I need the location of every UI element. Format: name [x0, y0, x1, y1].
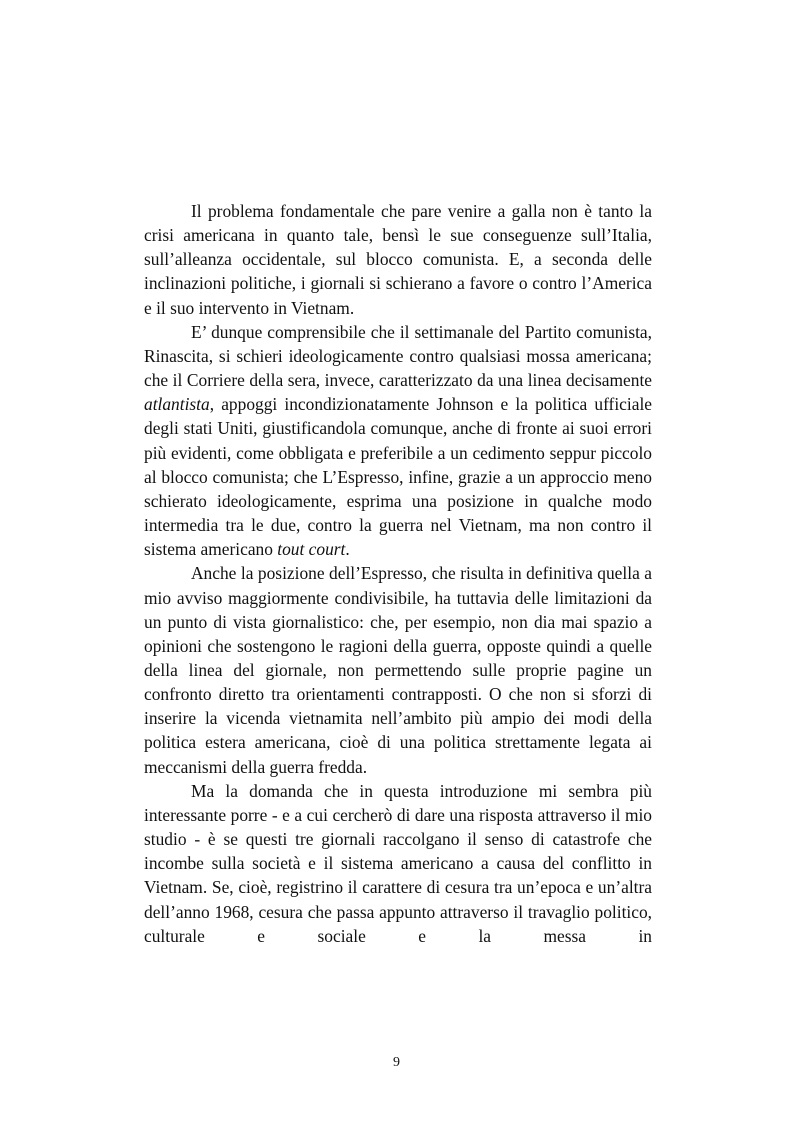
paragraph-2-text-a: E’ dunque comprensibile che il settimanale del Partito comunista, Rinascita, si schieri ideologicamente contro qualsiasi mossa americana; che il Corriere della sera, invece, caratterizzato da una linea decisamente	[144, 321, 652, 391]
paragraph-1-text: Il problema fondamentale che pare venire a galla non è tanto la crisi americana in quanto tale, bensì le sue conseguenze sull’Italia, sull’alleanza occidentale, sul blocco comunista. E, a seconda delle inclinazioni politiche, i giornali si schierano a favore o contro l’America e il suo intervento in Vietnam.	[144, 201, 652, 318]
paragraph-2-italic-atlantista: atlantista	[144, 394, 210, 415]
paragraph-4	[144, 779, 652, 948]
paragraph-2	[144, 320, 652, 562]
paragraph-1	[144, 199, 652, 320]
paragraph-4-text: Ma la domanda che in questa introduzione mi sembra più interessante porre - e a cui cercherò di dare una risposta attraverso il mio studio - è se questi tre giornali raccolgano il senso di catastrofe che incombe sulla società e il sistema americano a causa del conflitto in Vietnam. Se, cioè, registrino il carattere di cesura tra un’epoca e un’altra dell’anno 1968, cesura che passa appunto attraverso il travaglio politico, culturale e sociale e la messa in	[144, 780, 652, 946]
paragraph-2-text-b: , appoggi incondizionatamente Johnson e la politica ufficiale degli stati Uniti, giustificandola comunque, anche di fronte ai suoi errori più evidenti, come obbligata e preferibile a un cedimento seppur piccolo al blocco comunista; che L’Espresso, infine, grazie a un approccio meno schierato ideologicamente, esprima una posizione in qualche modo intermedia tra le due, contro la guerra nel Vietnam, ma non contro il sistema americano	[144, 394, 652, 560]
paragraph-2-text-c: .	[345, 539, 350, 560]
paragraph-3	[144, 561, 652, 778]
body-text	[144, 199, 652, 948]
paragraph-3-text: Anche la posizione dell’Espresso, che risulta in definitiva quella a mio avviso maggiormente condivisibile, ha tuttavia delle limitazioni da un punto di vista giornalistico: che, per esempio, non dia mai spazio a opinioni che sostengono le ragioni della guerra, opposte quindi a quelle della linea del giornale, non permettendo sulle proprie pagine un confronto diretto tra orientamenti contrapposti. O che non si sforzi di inserire la vicenda vietnamita nell’ambito più ampio dei modi della politica estera americana, cioè di una politica strettamente legata ai meccanismi della guerra fredda.	[144, 563, 652, 777]
page-number: 9	[393, 1055, 400, 1070]
paragraph-2-italic-tout-court: tout court	[277, 539, 346, 560]
